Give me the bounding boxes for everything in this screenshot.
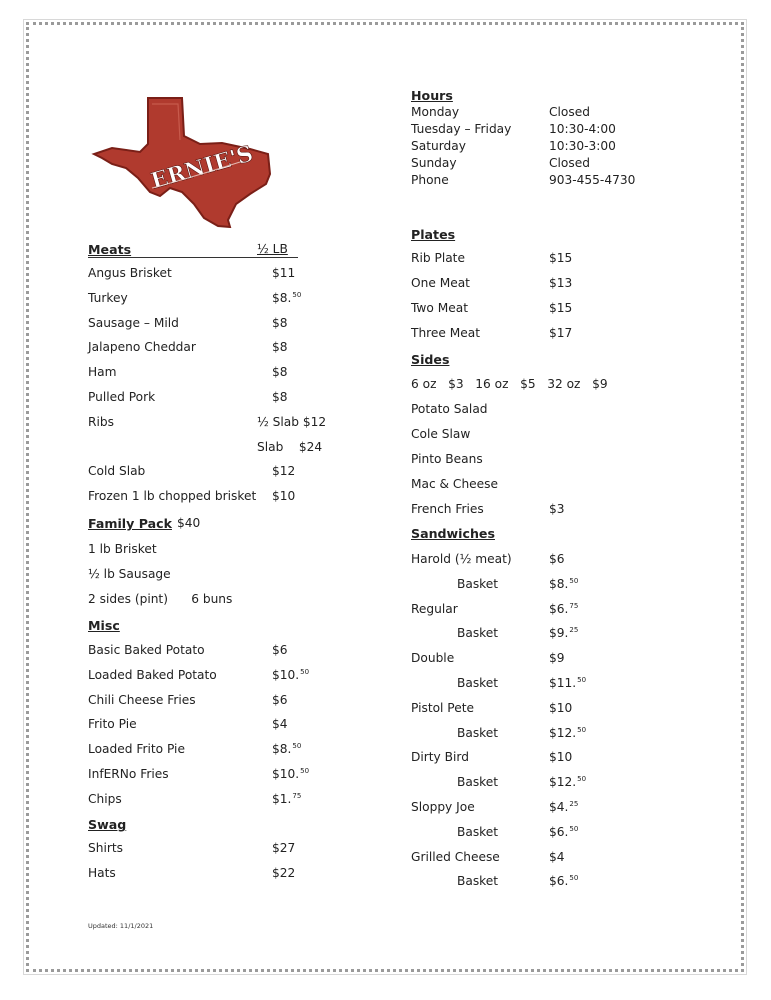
menu-item-price [549, 502, 565, 516]
menu-item-price [549, 626, 578, 640]
menu-item-price [272, 767, 309, 781]
hours-day: Monday [411, 105, 460, 119]
price-cents: 75 [292, 791, 302, 800]
price-dollars: $11. [549, 676, 577, 690]
menu-item-name: Mac & Cheese [411, 477, 499, 491]
price-dollars: $6. [549, 601, 569, 616]
menu-item-name: Ham [88, 365, 117, 380]
hours-time: 903-455-4730 [549, 173, 636, 187]
menu-item-price [549, 251, 572, 265]
menu-item-price [272, 866, 295, 880]
hours-time: Closed [549, 105, 590, 119]
menu-item-name: Cold Slab [88, 464, 146, 479]
ernies-texas-logo [90, 96, 280, 228]
menu-item-name: Sausage – Mild [88, 315, 179, 330]
price-cents: 50 [300, 767, 310, 775]
menu-item-price [549, 850, 565, 864]
menu-item-name: Shirts [88, 841, 123, 855]
family-pack-price: $40 [177, 516, 201, 530]
price-cents: 50 [300, 667, 310, 676]
meats-title-rule [88, 257, 298, 258]
price-dollars: $10 [549, 750, 573, 765]
menu-item-price [272, 316, 288, 330]
menu-item-name: Hats [88, 866, 116, 880]
menu-item-price [272, 643, 288, 657]
menu-item-price [549, 701, 572, 715]
menu-item-price [272, 742, 301, 756]
menu-item-name: Double [411, 651, 455, 666]
menu-item-price [549, 825, 578, 839]
menu-item-price [549, 726, 586, 740]
price-dollars: $9. [549, 626, 569, 641]
price-dollars: $1. [272, 791, 292, 806]
menu-item-name: Rib Plate [411, 251, 465, 265]
menu-item-price [549, 676, 586, 690]
price-dollars: $15 [549, 301, 573, 315]
menu-item-name: Basket [457, 626, 499, 641]
sides-sizes: 6 oz $3 16 oz $5 32 oz $9 [411, 377, 608, 391]
hours-day: Phone [411, 173, 449, 187]
menu-item-price [272, 365, 288, 379]
menu-item-name: Three Meat [411, 326, 481, 340]
menu-item-name: Ribs [88, 414, 114, 429]
menu-item-name: Basket [457, 725, 499, 740]
price-dollars: $8. [272, 290, 292, 305]
menu-item-name: Basket [457, 676, 499, 690]
hours-time: 10:30-3:00 [549, 139, 616, 153]
hours-day: Saturday [411, 139, 466, 153]
price-dollars: $12. [549, 725, 577, 740]
price-dollars: $6 [272, 692, 288, 707]
hours-title: Hours [411, 88, 453, 103]
menu-item-name: Cole Slaw [411, 427, 471, 441]
price-dollars: $4. [549, 800, 569, 814]
menu-item-name: Basic Baked Potato [88, 643, 205, 657]
price-cents: 50 [292, 290, 302, 299]
price-dollars: $13 [549, 276, 573, 290]
price-dollars: $6. [549, 874, 569, 889]
menu-item-name: Basket [457, 775, 499, 790]
price-dollars: $8 [272, 340, 288, 355]
meats-col-header: ½ LB [257, 242, 288, 256]
price-dollars: $12 [272, 464, 296, 479]
menu-item-price [272, 291, 301, 305]
price-cents: 50 [292, 742, 302, 751]
price-dollars: $8 [272, 365, 288, 380]
family-pack-item: ½ lb Sausage [88, 567, 171, 581]
menu-item-price [549, 276, 572, 290]
menu-item-name: Turkey [88, 290, 128, 305]
menu-item-name: Frozen 1 lb chopped brisket [88, 489, 257, 504]
hours-time: 10:30-4:00 [549, 122, 616, 136]
price-dollars: $6 [549, 552, 565, 566]
menu-item-name: Basket [457, 824, 499, 839]
price-cents: 50 [569, 824, 579, 833]
menu-item-name: Dirty Bird [411, 750, 469, 765]
menu-item-name: Basket [457, 874, 499, 889]
price-dollars: $11 [272, 266, 296, 280]
price-dollars: $8 [272, 390, 288, 404]
menu-item-name: Two Meat [411, 301, 468, 315]
menu-item-name: Jalapeno Cheddar [88, 340, 196, 355]
menu-item-price [549, 651, 565, 665]
price-dollars: $8. [549, 576, 569, 591]
price-cents: 25 [569, 626, 579, 635]
menu-item-name: Regular [411, 601, 458, 616]
family-pack-item: 2 sides (pint) 6 buns [88, 592, 233, 606]
price-dollars: $6 [272, 643, 288, 657]
menu-item-name: Loaded Baked Potato [88, 667, 217, 682]
sides-title: Sides [411, 352, 450, 367]
menu-item-name: Chips [88, 791, 122, 806]
price-dollars: $4 [549, 849, 565, 864]
price-dollars: Slab $24 [257, 439, 323, 454]
menu-item-name: Angus Brisket [88, 266, 172, 280]
price-dollars: $3 [549, 502, 565, 516]
plates-title: Plates [411, 227, 456, 242]
menu-item-price [549, 750, 572, 764]
logo-text: ERNIE'S [147, 140, 256, 195]
menu-item-name: Potato Salad [411, 402, 488, 416]
menu-item-price [257, 415, 326, 429]
menu-item-name: French Fries [411, 502, 484, 516]
menu-item-price [549, 577, 578, 591]
menu-item-price [272, 717, 288, 731]
price-cents: 50 [569, 874, 579, 883]
menu-item-name: Harold (½ meat) [411, 552, 512, 566]
menu-item-name: Loaded Frito Pie [88, 742, 185, 757]
menu-item-price [272, 693, 288, 707]
menu-item-name: One Meat [411, 276, 470, 290]
menu-item-name: Basket [457, 576, 499, 591]
menu-item-price [272, 266, 295, 280]
price-dollars: ½ Slab $12 [257, 414, 327, 429]
price-dollars: $27 [272, 841, 296, 855]
price-cents: 50 [569, 576, 579, 585]
menu-item-price [549, 775, 586, 789]
price-dollars: $8. [272, 742, 292, 757]
menu-item-name: Chili Cheese Fries [88, 692, 196, 707]
menu-item-name: Pistol Pete [411, 700, 475, 715]
price-dollars: $10 [272, 489, 296, 504]
menu-item-price [272, 792, 301, 806]
sandwiches-title: Sandwiches [411, 526, 495, 541]
menu-item-name: Pinto Beans [411, 452, 483, 466]
menu-item-price [272, 668, 309, 682]
menu-item-price [549, 552, 565, 566]
price-dollars: $17 [549, 326, 573, 340]
menu-item-price [272, 340, 288, 354]
updated-note: Updated: 11/1/2021 [88, 922, 154, 930]
price-dollars: $4 [272, 717, 288, 732]
menu-item-price [257, 440, 322, 454]
menu-item-price [549, 800, 578, 814]
price-dollars: $6. [549, 824, 569, 839]
price-dollars: $12. [549, 775, 577, 790]
menu-item-name: InfERNo Fries [88, 767, 169, 781]
price-dollars: $9 [549, 651, 565, 666]
meats-title: Meats [88, 242, 132, 257]
misc-title: Misc [88, 618, 120, 633]
price-dollars: $10. [272, 667, 300, 682]
price-cents: 50 [577, 725, 587, 734]
menu-item-name: Frito Pie [88, 717, 137, 732]
swag-title: Swag [88, 817, 127, 832]
menu-item-price [549, 301, 572, 315]
menu-item-price [549, 326, 572, 340]
price-cents: 25 [569, 800, 579, 808]
hours-day: Sunday [411, 156, 457, 170]
price-dollars: $10 [549, 700, 573, 715]
menu-item-name: Pulled Pork [88, 390, 156, 404]
hours-day: Tuesday – Friday [411, 122, 512, 136]
price-cents: 75 [569, 601, 579, 610]
price-cents: 50 [577, 775, 587, 784]
menu-item-price [549, 874, 578, 888]
price-dollars: $10. [272, 767, 300, 781]
price-dollars: $15 [549, 251, 573, 265]
hours-time: Closed [549, 156, 590, 170]
menu-item-name: Sloppy Joe [411, 800, 475, 814]
family-pack-item: 1 lb Brisket [88, 542, 157, 556]
family-pack-title: Family Pack [88, 516, 172, 531]
price-dollars: $22 [272, 866, 296, 880]
price-cents: 50 [577, 676, 587, 684]
menu-item-price [272, 390, 288, 404]
price-dollars: $8 [272, 315, 288, 330]
menu-item-price [272, 464, 295, 478]
menu-item-price [272, 841, 295, 855]
menu-item-price [549, 602, 578, 616]
menu-item-price [272, 489, 295, 503]
menu-item-name: Grilled Cheese [411, 849, 500, 864]
